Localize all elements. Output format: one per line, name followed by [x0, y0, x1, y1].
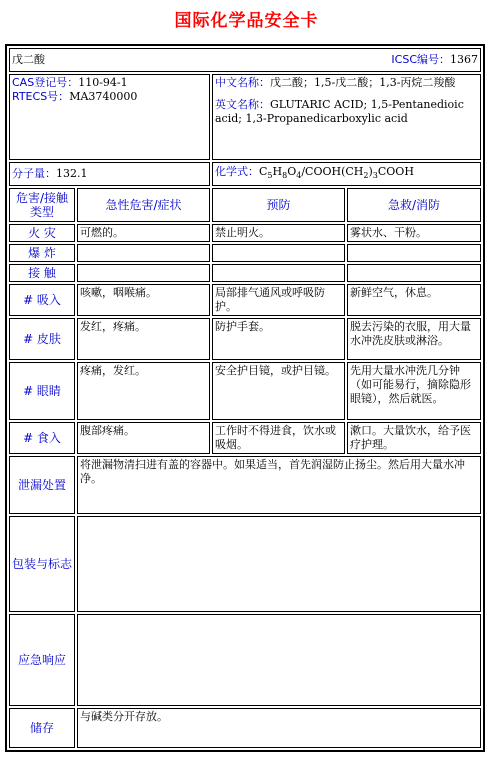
- header-prevention: 预防: [212, 188, 345, 222]
- section-text: 与碱类分开存放。: [77, 708, 481, 748]
- rtecs-number: RTECS号：MA3740000: [12, 90, 138, 103]
- table-row: [9, 318, 481, 360]
- safety-card: [5, 44, 485, 752]
- firstaid-cell: [347, 264, 481, 282]
- prevention-cell: 禁止明火。: [212, 224, 345, 242]
- table-row: [9, 224, 481, 242]
- english-name: 英文名称：GLUTARIC ACID; 1,5-Pentanedioic acid; 1,3-Propanedicarboxylic acid: [215, 98, 464, 125]
- table-row: [9, 264, 481, 282]
- firstaid-cell: 雾状水、干粉。: [347, 224, 481, 242]
- row-label: 接 触: [9, 264, 75, 282]
- section-text: [77, 516, 481, 612]
- card-title: 国际化学品安全卡: [174, 11, 319, 31]
- section-label: 储存: [9, 708, 75, 748]
- safety-table: [7, 46, 483, 750]
- prevention-cell: 安全护目镜，或护目镜。: [212, 362, 345, 420]
- storage-section: [9, 708, 481, 748]
- prevention-cell: 工作时不得进食，饮水或吸烟。: [212, 422, 345, 454]
- row-label: # 皮肤: [9, 318, 75, 360]
- table-row: [9, 362, 481, 420]
- section-text: 将泄漏物清扫进有盖的容器中。如果适当，首先润湿防止扬尘。然后用大量水冲净。: [77, 456, 481, 514]
- section-label: 泄漏处置: [9, 456, 75, 514]
- header-acute: 急性危害/症状: [77, 188, 210, 222]
- chemical-name: 戊二酸: [12, 53, 45, 66]
- firstaid-cell: 新鲜空气，休息。: [347, 284, 481, 316]
- prevention-cell: [212, 244, 345, 262]
- section-text: [77, 614, 481, 706]
- acute-cell: [77, 264, 210, 282]
- molecular-weight: 分子量：132.1: [9, 162, 210, 186]
- packaging-section: [9, 516, 481, 612]
- prevention-cell: 局部排气通风或呼吸防护。: [212, 284, 345, 316]
- acute-cell: 发红，疼痛。: [77, 318, 210, 360]
- icsc-number: ICSC编号：1367: [391, 53, 478, 66]
- name-row: [9, 48, 481, 72]
- section-label: 包装与标志: [9, 516, 75, 612]
- row-label: # 食入: [9, 422, 75, 454]
- spill-section: [9, 456, 481, 514]
- header-firstaid: 急救/消防: [347, 188, 481, 222]
- section-label: 应急响应: [9, 614, 75, 706]
- table-row: [9, 422, 481, 454]
- acute-cell: 咳嗽，咽喉痛。: [77, 284, 210, 316]
- acute-cell: 可燃的。: [77, 224, 210, 242]
- chemical-formula: 化学式：$C_5H_8O_4/COOH(CH_2)_3COOH$: [212, 162, 481, 186]
- firstaid-cell: 脱去污染的衣服，用大量水冲洗皮肤或淋浴。: [347, 318, 481, 360]
- firstaid-cell: 漱口。大量饮水，给予医疗护理。: [347, 422, 481, 454]
- row-label: # 吸入: [9, 284, 75, 316]
- row-label: 火 灾: [9, 224, 75, 242]
- prevention-cell: 防护手套。: [212, 318, 345, 360]
- row-label: # 眼睛: [9, 362, 75, 420]
- table-row: [9, 244, 481, 262]
- cas-number: CAS登记号：110-94-1: [12, 76, 128, 89]
- firstaid-cell: 先用大量水冲洗几分钟（如可能易行，摘除隐形眼镜），然后就医。: [347, 362, 481, 420]
- acute-cell: 腹部疼痛。: [77, 422, 210, 454]
- prevention-cell: [212, 264, 345, 282]
- acute-cell: [77, 244, 210, 262]
- chinese-name: 中文名称：戊二酸；1,5-戊二酸；1,3-丙烷二羧酸: [215, 76, 456, 89]
- firstaid-cell: [347, 244, 481, 262]
- registry-cell: [9, 74, 210, 160]
- acute-cell: 疼痛，发红。: [77, 362, 210, 420]
- emergency-section: [9, 614, 481, 706]
- header-hazard: 危害/接触类型: [9, 188, 75, 222]
- names-cell: [212, 74, 481, 160]
- row-label: 爆 炸: [9, 244, 75, 262]
- table-row: [9, 284, 481, 316]
